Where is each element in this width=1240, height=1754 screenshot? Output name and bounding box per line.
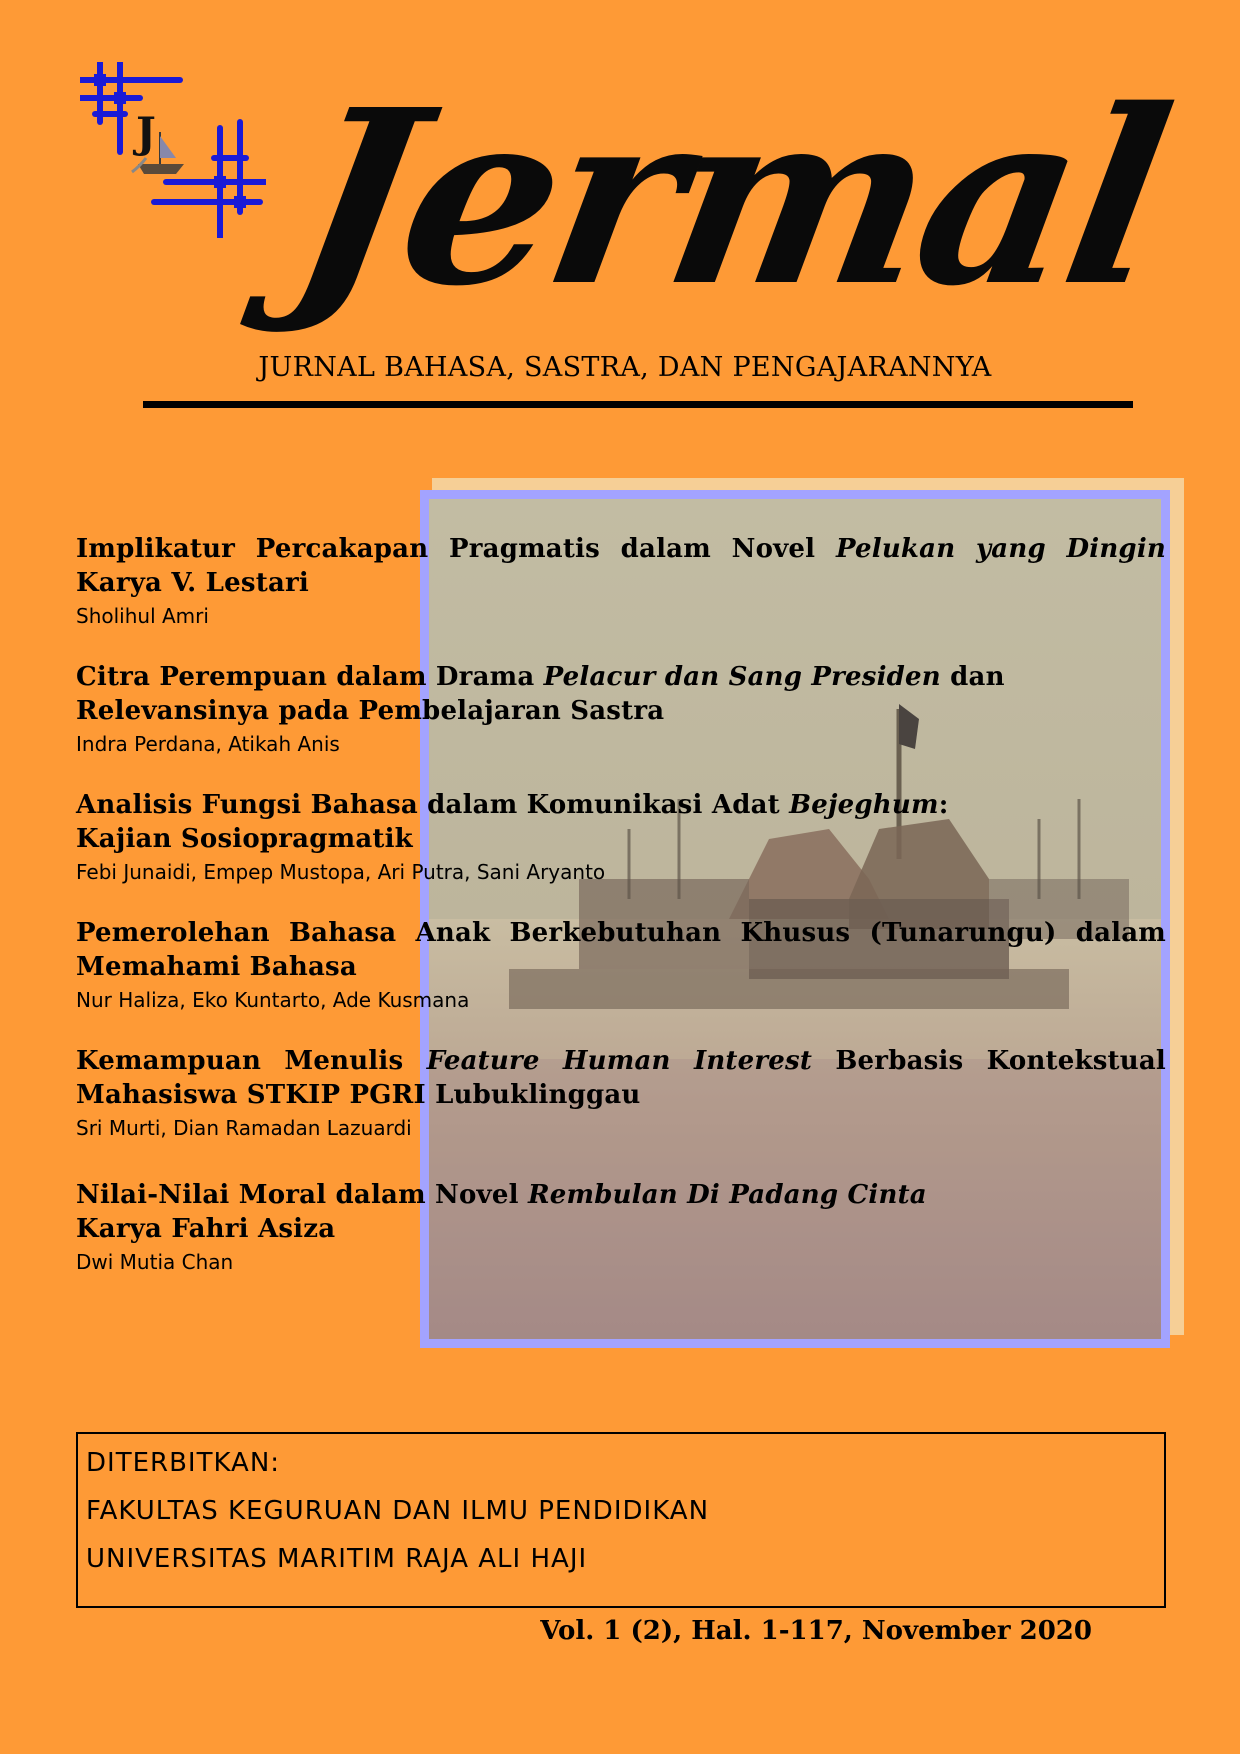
article-entry [76,660,1166,757]
article-title [76,916,1166,984]
article-title-italic: Pelukan yang Dingin [835,534,1166,564]
article-title-text: Berbasis Kontekstual [812,1046,1166,1076]
bamboo-frame-icon [80,62,266,238]
article-authors: Dwi Mutia Chan [76,1250,234,1274]
article-title-text: Karya V. Lestari [76,568,309,598]
article-title-text: Mahasiswa STKIP PGRI Lubuklinggau [76,1080,641,1110]
logo-letter: J [136,108,156,157]
article-entry [76,532,1166,629]
article-authors: Febi Junaidi, Empep Mustopa, Ari Putra, Sani Aryanto [76,860,606,884]
article-entry [76,916,1166,1013]
masthead-divider [143,401,1133,408]
publisher-university: UNIVERSITAS MARITIM RAJA ALI HAJI [86,1544,588,1574]
publisher-box [76,1432,1166,1608]
publisher-faculty: FAKULTAS KEGURUAN DAN ILMU PENDIDIKAN [86,1496,710,1526]
journal-logo [80,62,266,238]
article-title [76,532,1166,600]
article-entry [76,1044,1166,1141]
article-authors: Sri Murti, Dian Ramadan Lazuardi [76,1116,412,1140]
journal-subtitle: JURNAL BAHASA, SASTRA, DAN PENGAJARANNYA [258,352,992,383]
article-title-text: dan [940,662,1005,692]
article-authors: Indra Perdana, Atikah Anis [76,732,340,756]
article-title-italic: Pelacur dan Sang Presiden [543,662,941,692]
article-title-text: Memahami Bahasa [76,952,357,982]
article-title-text: : [938,790,949,820]
article-title-italic: Bejeghum [789,790,939,820]
article-title-text: Pemerolehan Bahasa Anak Berkebutuhan Khusus (Tunarungu) dalam [76,918,1166,948]
article-authors: Nur Haliza, Eko Kuntarto, Ade Kusmana [76,988,470,1012]
article-entry [76,788,1166,885]
article-entry [76,1178,1166,1275]
article-title [76,660,1166,728]
article-title-text: Karya Fahri Asiza [76,1214,336,1244]
article-title [76,788,1166,856]
volume-info: Vol. 1 (2), Hal. 1-117, November 2020 [540,1616,1092,1646]
article-title-text: Implikatur Percakapan Pragmatis dalam Novel [76,534,836,564]
article-title-italic: Rembulan Di Padang Cinta [527,1180,927,1210]
article-title-text: Analisis Fungsi Bahasa dalam Komunikasi Adat [76,790,790,820]
article-authors: Sholihul Amri [76,604,209,628]
journal-title: Jermal [275,57,1183,339]
article-title-text: Kajian Sosiopragmatik [76,824,413,854]
article-title [76,1044,1166,1112]
article-title-text: Citra Perempuan dalam Drama [76,662,544,692]
article-title-text: Nilai-Nilai Moral dalam Novel [76,1180,528,1210]
article-title-text: Relevansinya pada Pembelajaran Sastra [76,696,665,726]
publisher-label: DITERBITKAN: [86,1448,281,1478]
article-title-italic: Feature Human Interest [426,1046,813,1076]
article-title [76,1178,1166,1246]
article-title-text: Kemampuan Menulis [76,1046,427,1076]
